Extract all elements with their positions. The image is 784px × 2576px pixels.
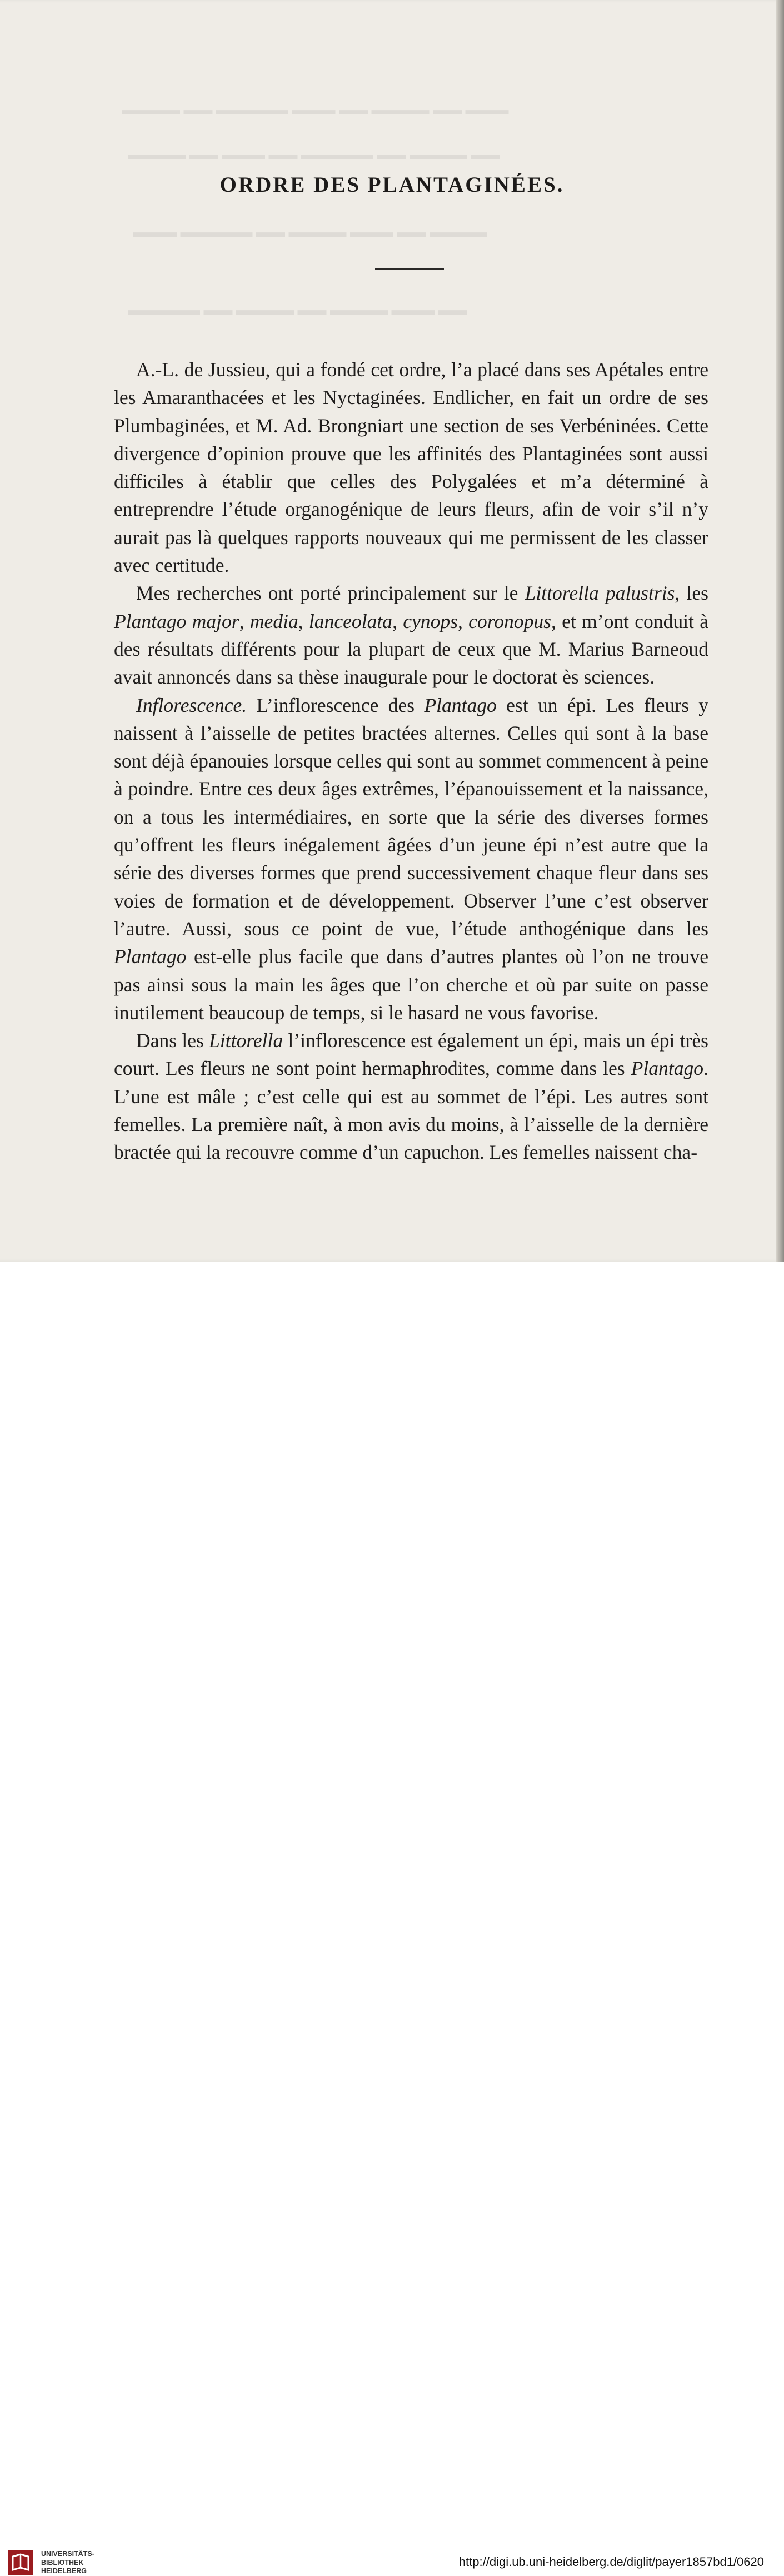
- page-title: ORDRE DES PLANTAGINÉES.: [219, 173, 565, 197]
- text-run: A.-L. de Jussieu, qui a fondé cet ordre, l’a placé dans ses Apétales entre les Amaranthacées et les Nyctaginées. Endlicher, en fait un ordre de ses Plumbaginées, et M. Ad. Brongniart une section de ses Verbéninées. Cette divergence d’opinion prouve que les affinités des Plantaginées sont aussi difficiles à établir que celles des Polygalées et m’a déterminé à entreprendre l’étude organogénique de leurs fleurs, afin de voir s’il n’y aurait pas là quelques rapports nouveaux qui me permissent de les classer avec certitude.: [114, 358, 708, 577]
- italic-run: coronopus: [468, 610, 552, 632]
- italic-run: Plantago: [114, 945, 187, 968]
- text-run: l’inflorescence est également un épi, mais un épi très court. Les fleurs ne sont point hermaphrodites, comme dans les: [114, 1029, 708, 1080]
- text-run: ,: [239, 610, 250, 632]
- italic-run: lanceolata: [308, 610, 393, 632]
- italic-run: Inflorescence.: [136, 694, 247, 716]
- italic-run: cynops: [403, 610, 458, 632]
- italic-run: Plantago: [631, 1057, 704, 1080]
- italic-run: Littorella: [209, 1029, 283, 1052]
- footer-bar: [0, 1262, 784, 2575]
- text-run: Dans les: [136, 1029, 209, 1052]
- title-rule: [375, 268, 444, 270]
- show-through-texture: ▬▬▬ ▬▬ ▬▬▬▬ ▬▬ ▬▬▬ ▬▬▬▬▬ ▬▬ ▬▬▬▬: [122, 102, 509, 118]
- source-url-link[interactable]: http://digi.ub.uni-heidelberg.de/diglit/payer1857bd1/0620: [458, 2555, 764, 2569]
- paragraph: [114, 1027, 708, 1166]
- body-text: [114, 356, 708, 1167]
- paragraph: [114, 579, 708, 691]
- text-run: , les: [675, 582, 709, 605]
- show-through-texture: ▬▬▬▬ ▬▬ ▬▬▬ ▬▬▬▬ ▬▬ ▬▬▬▬▬ ▬▬▬: [133, 224, 487, 240]
- text-run: ,: [458, 610, 469, 632]
- text-run: ,: [392, 610, 403, 632]
- text-run: est-elle plus facile que dans d’autres plantes où l’on ne trouve pas ainsi sous la main les âges que l’on cherche et où par suite on passe inutilement beaucoup de temps, si le hasard ne vous favorise.: [114, 945, 708, 1024]
- italic-run: Littorella palustris: [525, 582, 675, 605]
- text-run: est un épi. Les fleurs y naissent à l’aisselle de petites bractées alternes. Celles qui sont à la base sont déjà épanouies lorsque celles qui sont au sommet commencent à peine à poindre. Entre ces deux âges extrêmes, l’épanouissement et la naissance, on a tous les intermédiaires, en sorte que la série des diverses formes qu’offrent les fleurs inégalement âgées d’un jeune épi n’est autre que la série des diverses formes que prend successivement chaque fleur dans ses voies de formation et de développement. Observer l’une c’est observer l’autre. Aussi, sous ce point de vue, l’étude anthogénique dans les: [114, 694, 709, 940]
- paragraph: [114, 356, 708, 579]
- italic-run: Plantago: [424, 694, 497, 716]
- paragraph: [114, 691, 708, 1027]
- text-run: , et m’ont conduit à des résultats différents pour la plupart de ceux que M. Marius Barneoud avait annoncés dans sa thèse inaugurale pour le doctorat ès sciences.: [114, 610, 708, 689]
- text-run: Mes recherches ont porté principalement sur le: [136, 582, 525, 605]
- logo-line: HEIDELBERG: [41, 2567, 87, 2575]
- university-library-logo-icon: [8, 2550, 33, 2575]
- text-run: L’inflorescence des: [247, 694, 425, 716]
- logo-line: BIBLIOTHEK: [41, 2558, 84, 2567]
- library-logo-text: [41, 2550, 94, 2576]
- show-through-texture: ▬▬ ▬▬▬▬ ▬▬ ▬▬▬▬▬ ▬▬ ▬▬▬ ▬▬ ▬▬▬▬: [128, 146, 500, 162]
- show-through-texture: ▬▬ ▬▬▬ ▬▬▬▬ ▬▬ ▬▬▬▬ ▬▬ ▬▬▬▬▬: [128, 302, 467, 318]
- italic-run: Plantago major: [114, 610, 239, 632]
- logo-line: UNIVERSITÄTS-: [41, 2550, 94, 2558]
- text-run: . L’une est mâle ; c’est celle qui est au sommet de l’épi. Les autres sont femelles. La première naît, à mon avis du moins, à l’aisselle de la dernière bractée qui la recouvre comme d’un capuchon. Les femelles naissent cha-: [114, 1057, 708, 1164]
- text-run: ,: [298, 610, 309, 632]
- italic-run: media: [249, 610, 298, 632]
- scanned-page: [0, 0, 784, 1262]
